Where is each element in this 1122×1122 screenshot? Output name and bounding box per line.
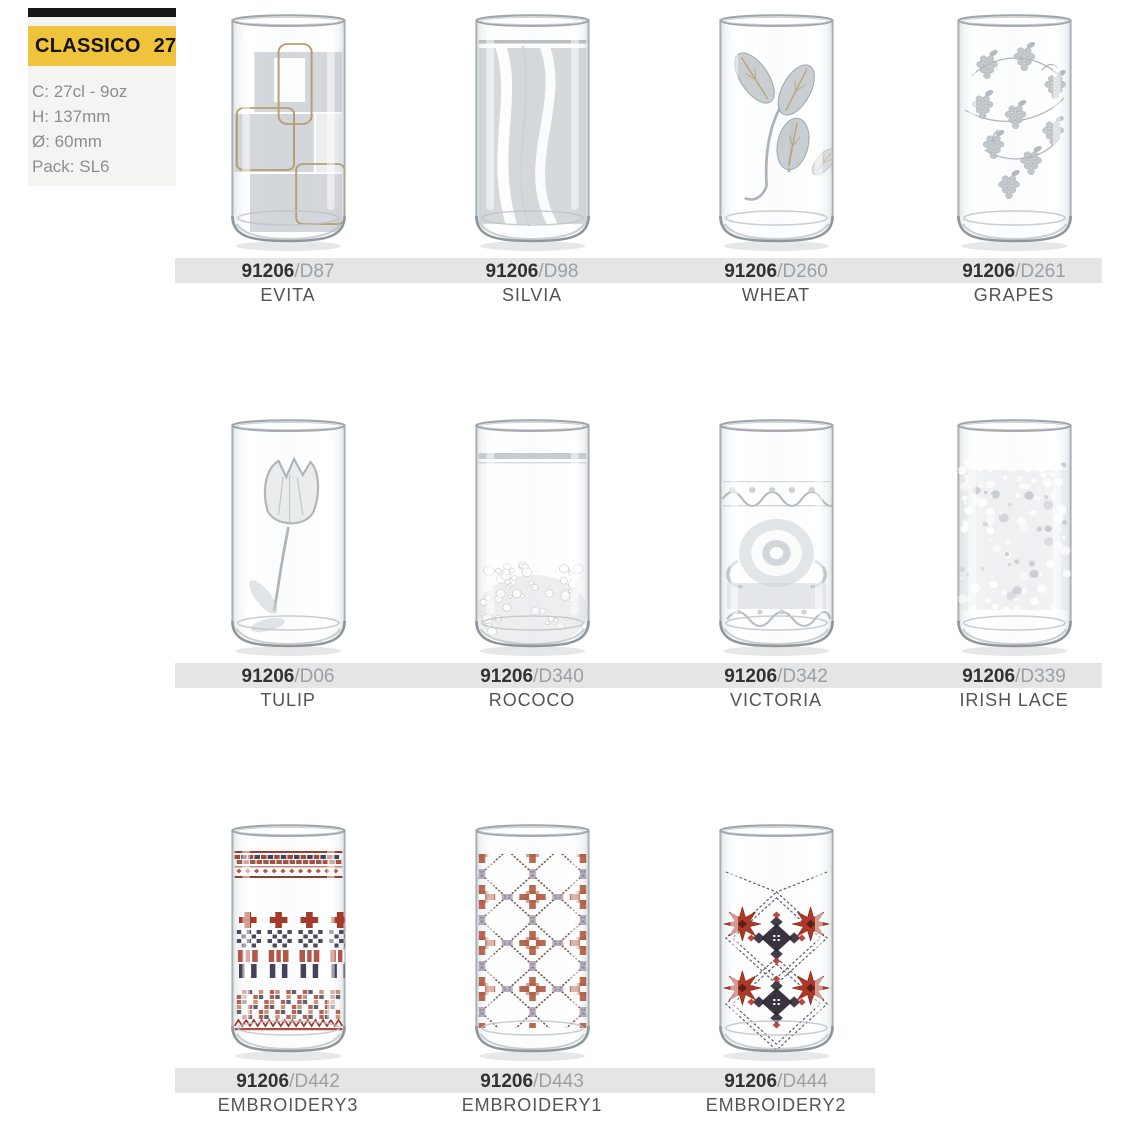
spec-pack: Pack: SL6: [32, 157, 110, 177]
product-name: TULIP: [260, 690, 316, 710]
glass-image: [410, 820, 654, 1064]
glass-image: [654, 820, 898, 1064]
product-name: EMBROIDERY2: [705, 1095, 847, 1115]
glass-image: [892, 10, 1122, 254]
product-code: 91206/D339: [962, 666, 1066, 687]
product-card-tulip: [166, 415, 410, 715]
product-card-embroidery3: [166, 820, 410, 1120]
spec-diameter: Ø: 60mm: [32, 132, 102, 152]
glass-image: [654, 10, 898, 254]
product-name: EVITA: [260, 285, 316, 305]
product-card-victoria: [654, 415, 898, 715]
glass-image: [166, 415, 410, 659]
product-card-wheat: [654, 10, 898, 310]
product-code: 91206/D340: [480, 666, 584, 687]
product-name: IRISH LACE: [959, 690, 1069, 710]
collection-info-panel: [28, 8, 176, 186]
product-name: EMBROIDERY3: [217, 1095, 359, 1115]
product-card-embroidery2: [654, 820, 898, 1120]
product-code: 91206/D260: [724, 261, 828, 282]
product-name: SILVIA: [501, 285, 563, 305]
product-name: WHEAT: [741, 285, 811, 305]
spec-height: H: 137mm: [32, 107, 111, 127]
product-code: 91206/D87: [241, 261, 335, 282]
product-name: VICTORIA: [730, 690, 822, 710]
collection-specs: [28, 79, 176, 180]
product-code: 91206/D261: [962, 261, 1066, 282]
product-name: ROCOCO: [488, 690, 576, 710]
product-code: 91206/D342: [724, 666, 828, 687]
glass-image: [892, 415, 1122, 659]
collection-title: CLASSICO 27: [35, 35, 177, 57]
glass-image: [166, 820, 410, 1064]
spec-capacity: C: 27cl - 9oz: [32, 82, 128, 101]
product-name: EMBROIDERY1: [461, 1095, 603, 1115]
product-card-silvia: [410, 10, 654, 310]
product-card-irish-lace: [892, 415, 1122, 715]
glass-image: [654, 415, 898, 659]
product-code: 91206/D442: [236, 1071, 340, 1092]
product-card-rococo: [410, 415, 654, 715]
collection-header: [28, 26, 176, 66]
glass-image: [166, 10, 410, 254]
product-code: 91206/D443: [480, 1071, 584, 1092]
product-card-grapes: [892, 10, 1122, 310]
product-card-embroidery1: [410, 820, 654, 1120]
product-card-evita: [166, 10, 410, 310]
top-black-bar: [28, 8, 176, 17]
product-code: 91206/D98: [485, 261, 579, 282]
product-name: GRAPES: [973, 285, 1055, 305]
product-code: 91206/D06: [241, 666, 335, 687]
glass-image: [410, 415, 654, 659]
product-code: 91206/D444: [724, 1071, 828, 1092]
glass-image: [410, 10, 654, 254]
